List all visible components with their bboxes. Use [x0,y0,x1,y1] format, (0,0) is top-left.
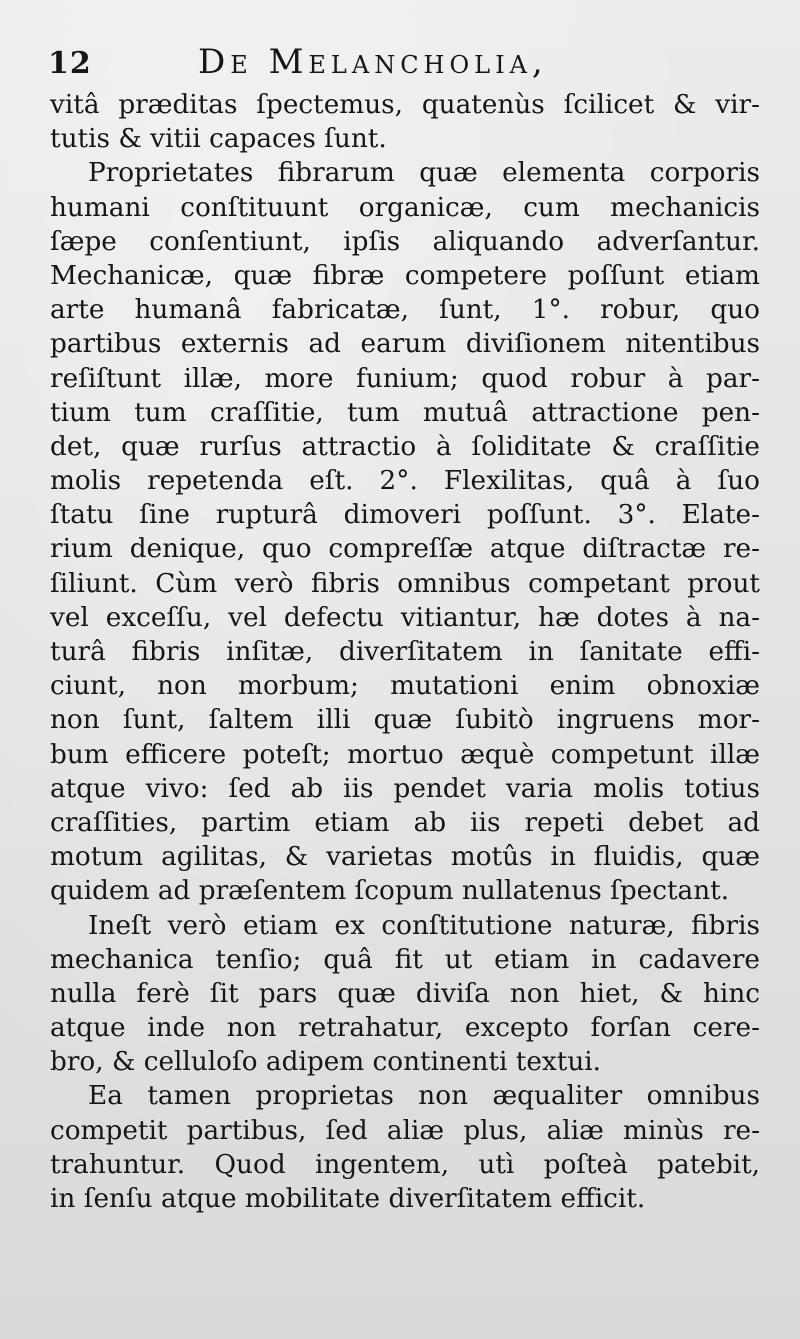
text-line: Ea tamen proprietas non æqualiter omnibus [88,1081,760,1112]
text-line: rium denique, quo compreſſæ atque diſtractæ re- [50,534,760,565]
text-line: in ſenſu atque mobilitate diverſitatem efficit. [50,1184,646,1214]
text-line: arte humanâ fabricatæ, ſunt, 1°. robur, quo [50,295,760,326]
text-line: competit partibus, ſed aliæ plus, aliæ minùs re- [50,1115,760,1146]
text-line: vitâ præditas ſpectemus, quatenùs ſcilicet & vir- [50,90,760,120]
text-line: motum agilitas, & varietas motûs in fluidis, quæ [50,842,760,873]
text-line: molis repetenda eſt. 2°. Flexilitas, quâ à ſuo [50,466,760,497]
running-title: De Melancholia, [198,42,548,82]
text-line: tutis & vitii capaces ſunt. [50,124,387,155]
text-line: det, quæ rurſus attractio à ſoliditate & craſſitie [50,431,760,462]
text-line: atque inde non retrahatur, excepto forſan cere- [50,1013,760,1044]
body-text [50,88,760,1216]
text-line: ſæpe conſentiunt, ipſis aliquando adverſantur. [50,226,760,257]
text-line: ſiliunt. Cùm verò fibris omnibus competant prout [50,568,760,599]
page-number: 12 [48,46,92,81]
text-line: atque vivo: ſed ab iis pendet varia molis totius [50,773,760,804]
paragraph [50,1079,760,1216]
text-line: Mechanicæ, quæ fibræ competere poſſunt etiam [50,260,760,291]
text-line: non ſunt, ſaltem illi quæ ſubitò ingruens mor- [50,705,760,736]
text-line: turâ fibris inſitæ, diverſitatem in ſanitate effi- [50,637,760,667]
text-line: tium tum craſſitie, tum mutuâ attractione pen- [50,397,760,428]
text-line: Ineſt verò etiam ex conſtitutione naturæ, fibris [88,910,760,941]
text-line: craſſities, partim etiam ab iis repeti debet ad [50,807,760,838]
text-line: quidem ad præſentem ſcopum nullatenus ſpectant. [50,876,730,907]
text-line: mechanica tenſio; quâ fit ut etiam in cadavere [50,944,760,975]
text-line: vel exceſſu, vel defectu vitiantur, hæ dotes à na- [50,602,760,633]
text-line: trahuntur. Quod ingentem, utì poſteà patebit, [50,1149,760,1180]
text-line: ciunt, non morbum; mutationi enim obnoxiæ [50,671,760,702]
text-line: humani conſtituunt organicæ, cum mechanicis [50,192,760,223]
text-line: ſtatu ſine rupturâ dimoveri poſſunt. 3°. Elate- [50,500,760,531]
text-line: nulla ferè ſit pars quæ diviſa non hiet, & hinc [50,978,760,1009]
paragraph [50,909,760,1080]
paragraph [50,88,760,156]
text-line: reſiſtunt illæ, more funium; quod robur à par- [50,363,760,394]
paragraph [50,156,760,908]
text-line: Proprietates fibrarum quæ elementa corporis [88,158,760,189]
page-header [48,42,763,86]
text-line: bro, & celluloſo adipem continenti textui. [50,1047,602,1078]
text-line: bum efficere poteſt; mortuo æquè competunt illæ [50,739,760,770]
text-line: partibus externis ad earum diviſionem nitentibus [50,329,760,360]
